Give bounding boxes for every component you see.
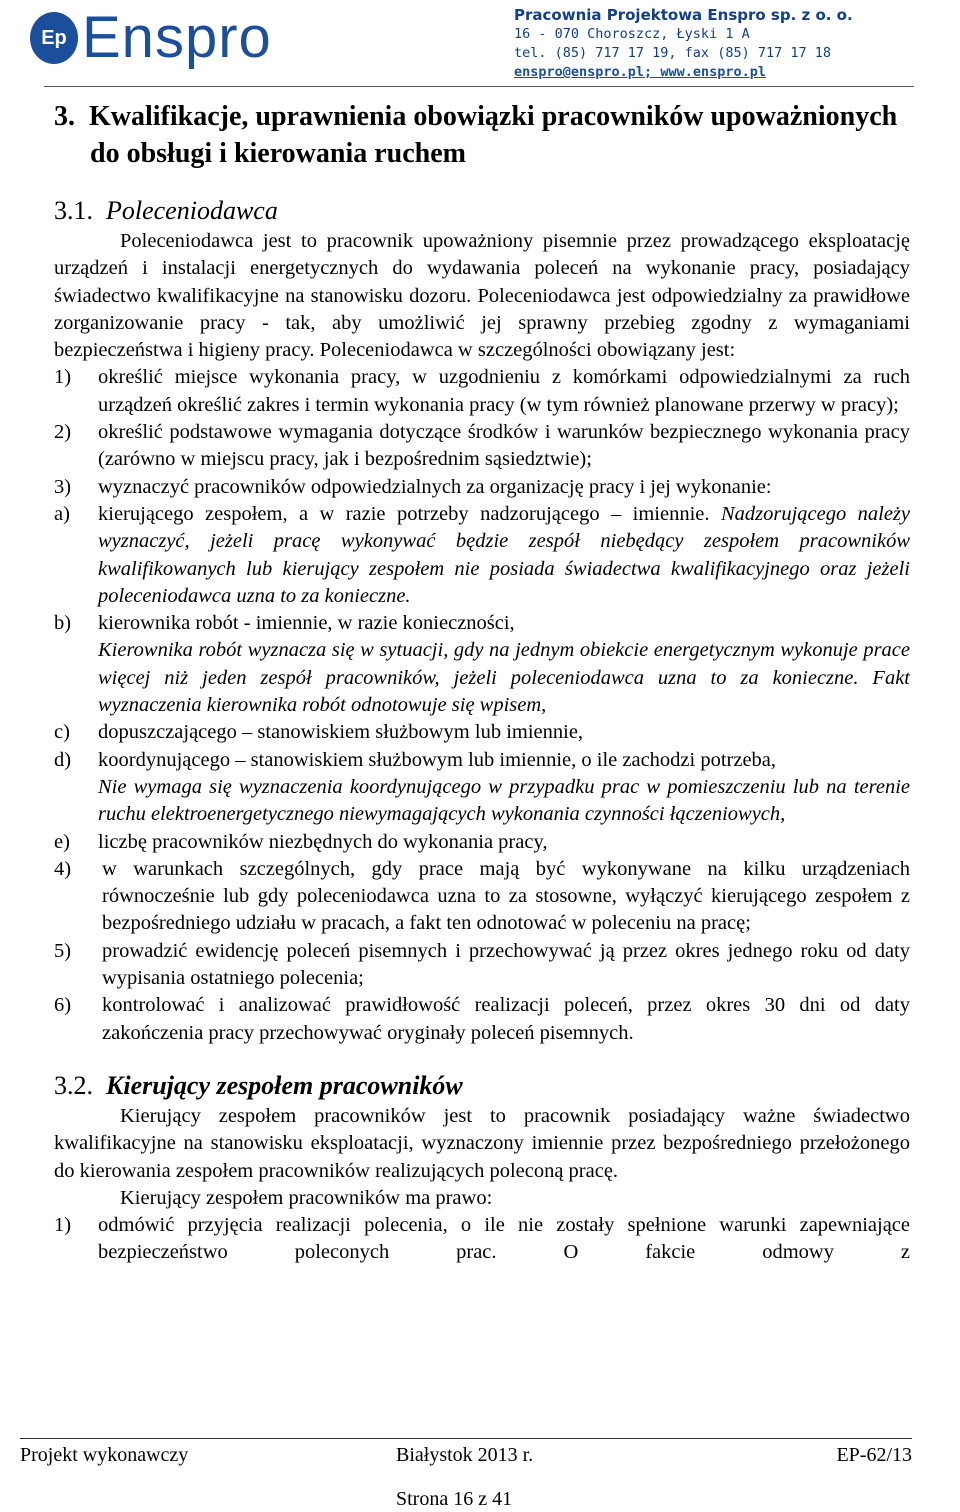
sub-item-a bbox=[54, 501, 910, 610]
sub-e-text: liczbę pracowników niezbędnych do wykonania pracy, bbox=[98, 830, 548, 853]
list-item-text: prowadzić ewidencję poleceń pisemnych i przechowywać ją przez okres jednego roku od daty wypisania ostatniego polecenia; bbox=[102, 939, 910, 990]
section-3-1-intro: Poleceniodawca jest to pracownik upoważniony pisemnie przez prowadzącego eksploatację urządzeń i instalacji energetycznych do wydawania poleceń na wykonanie pracy, posiadający świadectwo kwalifikacyjne na stanowisku dozoru. Poleceniodawca jest odpowiedzialny za prawidłowe zorganizowanie pracy - tak, aby umożliwić jej sprawny przebieg zgodny z wymaganiami bezpieczeństwa i higieny pracy. Poleceniodawca w szczególności obowiązany jest: bbox=[54, 230, 910, 362]
list-item-label: 1) bbox=[54, 1214, 72, 1237]
page-header bbox=[0, 0, 960, 90]
sub-item-d bbox=[54, 747, 910, 829]
link-separator: ; bbox=[644, 64, 653, 80]
company-phone: tel. (85) 717 17 19, fax (85) 717 17 18 bbox=[514, 45, 831, 61]
website-link[interactable]: www.enspro.pl bbox=[660, 64, 766, 80]
sub-item-e bbox=[54, 829, 910, 856]
sub-d-note: Nie wymaga się wyznaczenia koordynującego w przypadku prac w pomieszczeniu lub na terenie ruchu elektroenergetycznego niewymagających wykonania czynności łączeniowych, bbox=[98, 775, 910, 826]
sub-item-text bbox=[98, 610, 910, 719]
company-logo bbox=[30, 5, 272, 70]
sub-d-text: koordynującego – stanowiskiem służbowym lub imiennie, o ile zachodzi potrzeba, bbox=[98, 748, 777, 771]
page-number: Strona 16 z 41 bbox=[396, 1488, 513, 1510]
section-3-1-heading bbox=[54, 194, 910, 228]
sub-a-text: kierującego zespołem, a w razie potrzeby nadzorującego – imiennie. bbox=[98, 502, 721, 525]
list-item-label: 3) bbox=[54, 475, 72, 498]
section-3-title: Kwalifikacje, uprawnienia obowiązki pracowników upoważnionych do obsługi i kierowania ruchem bbox=[89, 101, 898, 169]
sub-item-text bbox=[98, 501, 910, 610]
sub-item-text bbox=[98, 747, 910, 829]
section-3-2-intro: Kierujący zespołem pracowników jest to pracownik posiadający ważne świadectwo kwalifikacyjne na stanowisku eksploatacji, wyznaczony imiennie przez bezpośredniego przełożonego do kierowania zespołem pracowników realizujących poleconą pracę. bbox=[54, 1104, 910, 1182]
footer-divider bbox=[20, 1438, 912, 1439]
sub-b-note: Kierownika robót wyznacza się w sytuacji, gdy na jednym obiekcie energetycznym wykonuje prace więcej niż jeden zespół pracowników, jeżeli poleceniodawca uzna to za konieczne. Fakt wyznaczenia kierownika robót odnotowuje się wpisem, bbox=[98, 639, 910, 717]
sub-b-text: kierownika robót - imiennie, w razie konieczności, bbox=[98, 612, 515, 635]
list-item-text: w warunkach szczególnych, gdy prace mają być wykonywane na kilku urządzeniach równocześnie lub gdy poleceniodawca uzna to za stosowne, wyłączyć kierującego zespołem z bezpośredniego udziału w pracach, a fakt ten odnotować w poleceniu na pracę; bbox=[102, 857, 910, 935]
list-item-text: odmówić przyjęcia realizacji polecenia, o ile nie zostały spełnione warunki zapewniające bezpieczeństwo poleconych prac. O fakcie odmowy z bbox=[98, 1214, 910, 1264]
section-3-heading bbox=[54, 98, 910, 172]
list-item-label: 6) bbox=[54, 994, 72, 1017]
sub-item-c bbox=[54, 719, 910, 746]
sub-item-b bbox=[54, 610, 910, 719]
list-item-text: określić miejsce wykonania pracy, w uzgodnieniu z komórkami odpowiedzialnymi za ruch urządzeń określić zakres i termin wykonania pracy (w tym również planowane przerwy w pracy); bbox=[98, 366, 910, 416]
company-name: Pracownia Projektowa Enspro sp. z o. o. bbox=[514, 6, 853, 24]
sub-item-label: e) bbox=[54, 830, 70, 853]
document-body bbox=[54, 98, 910, 1267]
section-3-2-rights-intro: Kierujący zespołem pracowników ma prawo: bbox=[120, 1186, 493, 1209]
list-item bbox=[54, 419, 910, 474]
list-item-label: 1) bbox=[54, 366, 72, 389]
footer-place-date: Białystok 2013 r. bbox=[396, 1444, 534, 1466]
section-3-number: 3. bbox=[54, 101, 75, 132]
list-item bbox=[54, 992, 910, 1047]
header-divider bbox=[44, 86, 914, 87]
sub-item-label: d) bbox=[54, 748, 72, 771]
logo-name: Enspro bbox=[82, 5, 272, 70]
email-link[interactable]: enspro@enspro.pl bbox=[514, 64, 645, 80]
list-item-label: 4) bbox=[54, 857, 72, 880]
list-item bbox=[54, 364, 910, 419]
list-item-text: kontrolować i analizować prawidłowość realizacji poleceń, przez okres 30 dni od daty zakończenia pracy przechowywać oryginały poleceń pisemnych. bbox=[102, 994, 910, 1044]
section-3-2-heading bbox=[54, 1069, 910, 1103]
list-item-label: 5) bbox=[54, 939, 72, 962]
list-item-text: określić podstawowe wymagania dotyczące środków i warunków bezpiecznego wykonania pracy (zarówno w miejscu pracy, jak i bezpośrednim sąsiedztwie); bbox=[98, 421, 910, 471]
list-item-label: 2) bbox=[54, 421, 72, 444]
list-item-text: wyznaczyć pracowników odpowiedzialnych za organizację pracy i jej wykonanie: bbox=[98, 475, 772, 498]
section-3-1-title: Poleceniodawca bbox=[106, 196, 278, 225]
list-item bbox=[54, 1212, 910, 1267]
sub-item-label: b) bbox=[54, 612, 72, 635]
list-item bbox=[54, 938, 910, 993]
company-links bbox=[514, 63, 853, 82]
sub-item-label: c) bbox=[54, 721, 70, 744]
company-info bbox=[514, 6, 853, 82]
section-3-2-title: Kierujący zespołem pracowników bbox=[106, 1070, 463, 1100]
list-item bbox=[54, 474, 910, 501]
sub-a-note: Nadzorującego należy wyznaczyć, jeżeli pracę wykonywać będzie zespół niebędący zespołem pracowników kwalifikowanych lub kierujący zespołem nie posiada świadectwa kwalifikacyjnego oraz jeżeli poleceniodawca uzna to za konieczne. bbox=[98, 502, 910, 607]
sub-c-text: dopuszczającego – stanowiskiem służbowym lub imiennie, bbox=[98, 721, 584, 744]
sub-item-label: a) bbox=[54, 502, 70, 525]
footer-doc-number: EP-62/13 bbox=[836, 1444, 912, 1466]
section-3-1-number: 3.1. bbox=[54, 196, 93, 225]
company-address: 16 - 070 Choroszcz, Łyski 1 A bbox=[514, 26, 750, 42]
footer-project: Projekt wykonawczy bbox=[20, 1444, 189, 1466]
section-3-2-number: 3.2. bbox=[54, 1070, 93, 1100]
list-item bbox=[54, 856, 910, 938]
logo-mark: Ep bbox=[30, 12, 78, 64]
